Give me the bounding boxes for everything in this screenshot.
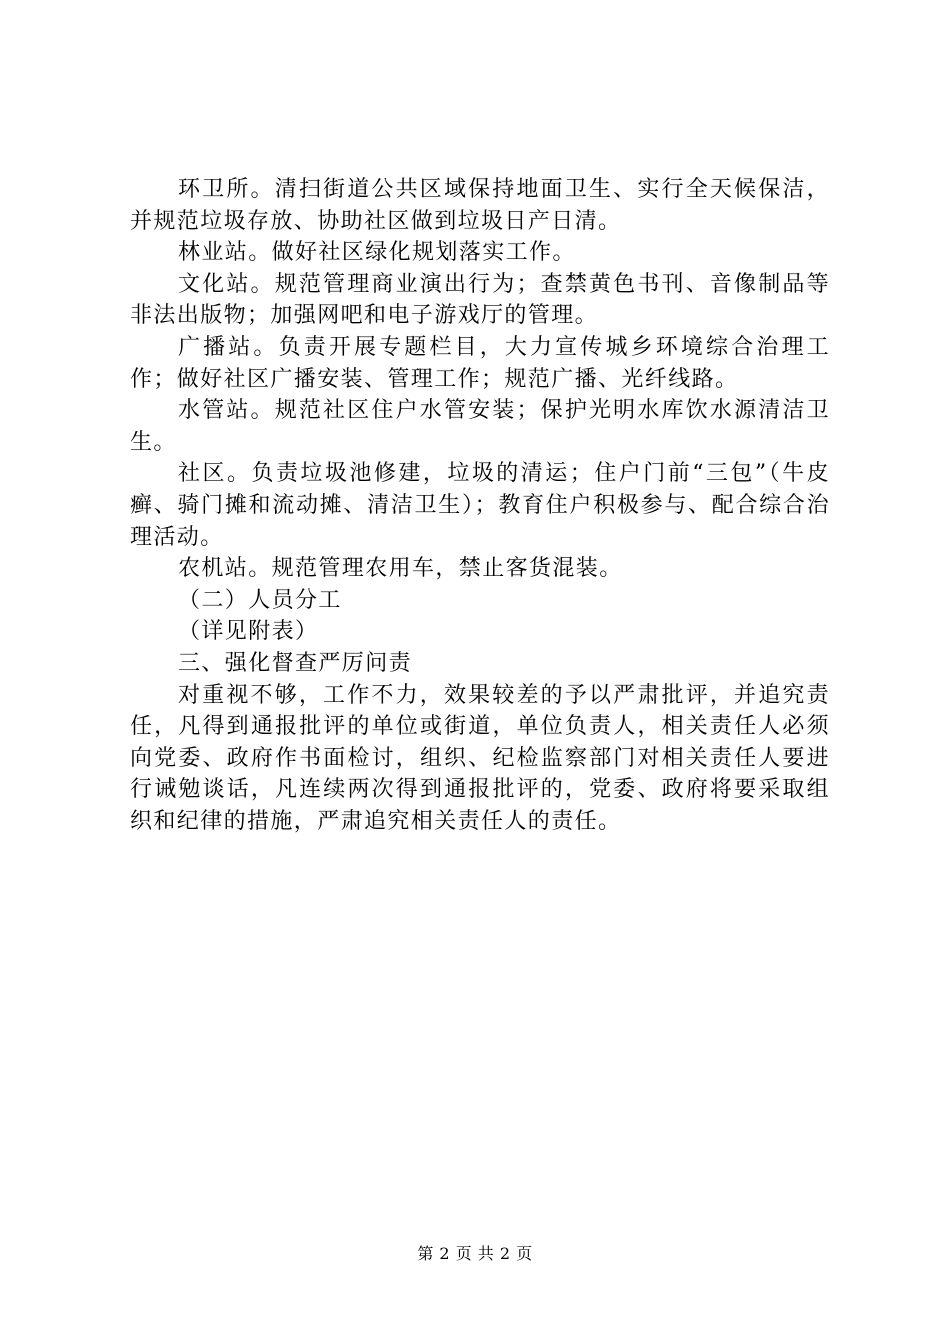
- paragraph-water: 水管站。规范社区住户水管安装；保护光明水库饮水源清洁卫生。: [130, 398, 830, 455]
- paragraph-see-appendix: （详见附表）: [178, 619, 319, 645]
- paragraph-forestry: 林业站。做好社区绿化规划落实工作。: [178, 240, 576, 266]
- paragraph-broadcast: 广播站。负责开展专题栏目，大力宣传城乡环境综合治理工作；做好社区广播安装、管理工作；规范广播、光纤线路。: [130, 334, 830, 392]
- paragraph-agri-machinery: 农机站。规范管理农用车，禁止客货混装。: [178, 556, 623, 582]
- section-heading-staffing: （二）人员分工: [178, 587, 342, 613]
- paragraph-community: 社区。负责垃圾池修建，垃圾的清运；住户门前“三包”（牛皮癣、骑门摊和流动摊、清洁卫生）；教育住户积极参与、配合综合治理活动。: [130, 461, 830, 550]
- paragraph-accountability: 对重视不够，工作不力，效果较差的予以严肃批评，并追究责任，凡得到通报批评的单位或街道，单位负责人，相关责任人必须向党委、政府作书面检讨，组织、纪检监察部门对相关责任人要进行诫勉谈话，凡连续两次得到通报批评的，党委、政府将要采取组织和纪律的措施，严肃追究相关责任人的责任。: [130, 682, 830, 834]
- page-number-footer: 第 2 页 共 2 页: [417, 1244, 533, 1263]
- paragraph-sanitation: 环卫所。清扫街道公共区域保持地面卫生、实行全天候保洁，并规范垃圾存放、协助社区做到垃圾日产日清。: [130, 177, 830, 234]
- paragraph-culture: 文化站。规范管理商业演出行为；查禁黄色书刊、音像制品等非法出版物；加强网吧和电子游戏厅的管理。: [130, 271, 830, 329]
- section-heading-accountability: 三、强化督查严厉问责: [178, 650, 413, 676]
- document-body: [130, 174, 830, 837]
